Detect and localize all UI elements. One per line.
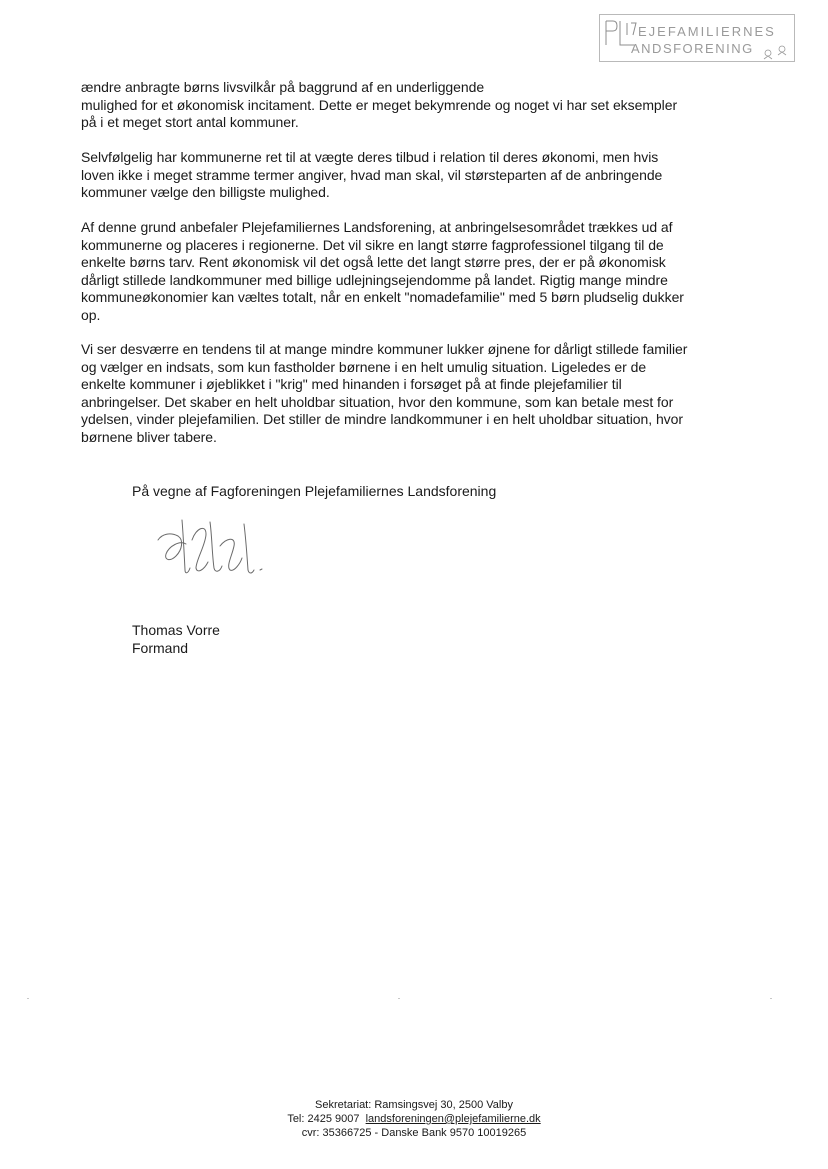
footer-phone: Tel: 2425 9007	[287, 1113, 360, 1125]
footer-address: Sekretariat: Ramsingsvej 30, 2500 Valby	[315, 1099, 513, 1111]
svg-text:ANDSFORENING: ANDSFORENING	[631, 41, 754, 56]
text-line: mulighed for et økonomisk incitament. Dette er meget bekymrende og noget vi har set eksempler	[81, 96, 678, 113]
text-line: enkelte børns tarv. Rent økonomisk vil det også lette det langt større pres, der er på økonomisk	[81, 254, 666, 270]
text-line: Vi ser desværre en tendens til at mange mindre kommuner lukker øjnene for dårligt stillede familier	[81, 341, 688, 357]
text-line: loven ikke i meget stramme termer angiver, hvad man skal, vil størsteparten af de anbringende	[81, 166, 663, 183]
paragraph-2	[81, 149, 751, 202]
closing-line: På vegne af Fagforeningen Plejefamiliernes Landsforening	[132, 483, 497, 499]
text-line: på i et meget stort antal kommuner.	[81, 114, 299, 130]
paragraph-1	[81, 79, 751, 132]
text-line: kommuneøkonomier kan væltes totalt, når en enkelt "nomadefamilie" med 5 børn pludselig dukker	[81, 289, 684, 305]
text-line: børnene bliver tabere.	[81, 428, 217, 445]
signature	[152, 510, 277, 590]
paragraph-3	[81, 219, 751, 324]
signer-block	[132, 622, 220, 657]
text-line: Selvfølgelig har kommunerne ret til at vægte deres tilbud i relation til deres økonomi, men hvis	[81, 149, 659, 165]
text-line: enkelte kommuner i øjeblikket i "krig" med hinanden i forsøget på at finde plejefamilier til	[81, 376, 622, 392]
text-line: Af denne grund anbefaler Plejefamiliernes Landsforening, at anbringelsesområdet trækkes ud af	[81, 219, 673, 235]
footer	[0, 1098, 828, 1140]
signer-name: Thomas Vorre	[132, 622, 220, 638]
text-line: ændre anbragte børns livsvilkår på baggrund af en underliggende	[81, 79, 485, 95]
text-line: dårligt stillede landkommuner med billige udlejningsejendomme på landet. Rigtig mange mindre	[81, 271, 668, 288]
svg-text:EJEFAMILIERNES: EJEFAMILIERNES	[638, 24, 776, 39]
signer-title: Formand	[132, 639, 189, 656]
text-line: og vælger en indsats, som kun fastholder børnene i en helt umulig situation. Ligeledes er de	[81, 358, 647, 375]
paragraph-4	[81, 341, 751, 446]
scan-speck	[770, 998, 772, 999]
text-line: kommuner vælge den billigste mulighed.	[81, 184, 330, 200]
text-line: op.	[81, 306, 101, 323]
footer-contact	[0, 1112, 828, 1126]
letterhead-logo	[599, 14, 795, 62]
scan-speck	[398, 998, 400, 999]
text-line: kommunerne og placeres i regionerne. Det vil sikre en langt større fagprofessionel tilgang til de	[81, 236, 664, 253]
text-line: anbringelser. Det skaber en helt uholdbar situation, hvor den kommune, som kan betale mest for	[81, 393, 674, 410]
footer-email-link[interactable]: landsforeningen@plejefamilierne.dk	[365, 1113, 541, 1125]
scan-speck	[27, 998, 29, 999]
footer-bank: cvr: 35366725 - Danske Bank 9570 10019265	[301, 1127, 527, 1139]
text-line: ydelsen, vinder plejefamilien. Det stiller de mindre landkommuner i en helt uholdbar situation, hvor	[81, 411, 683, 427]
